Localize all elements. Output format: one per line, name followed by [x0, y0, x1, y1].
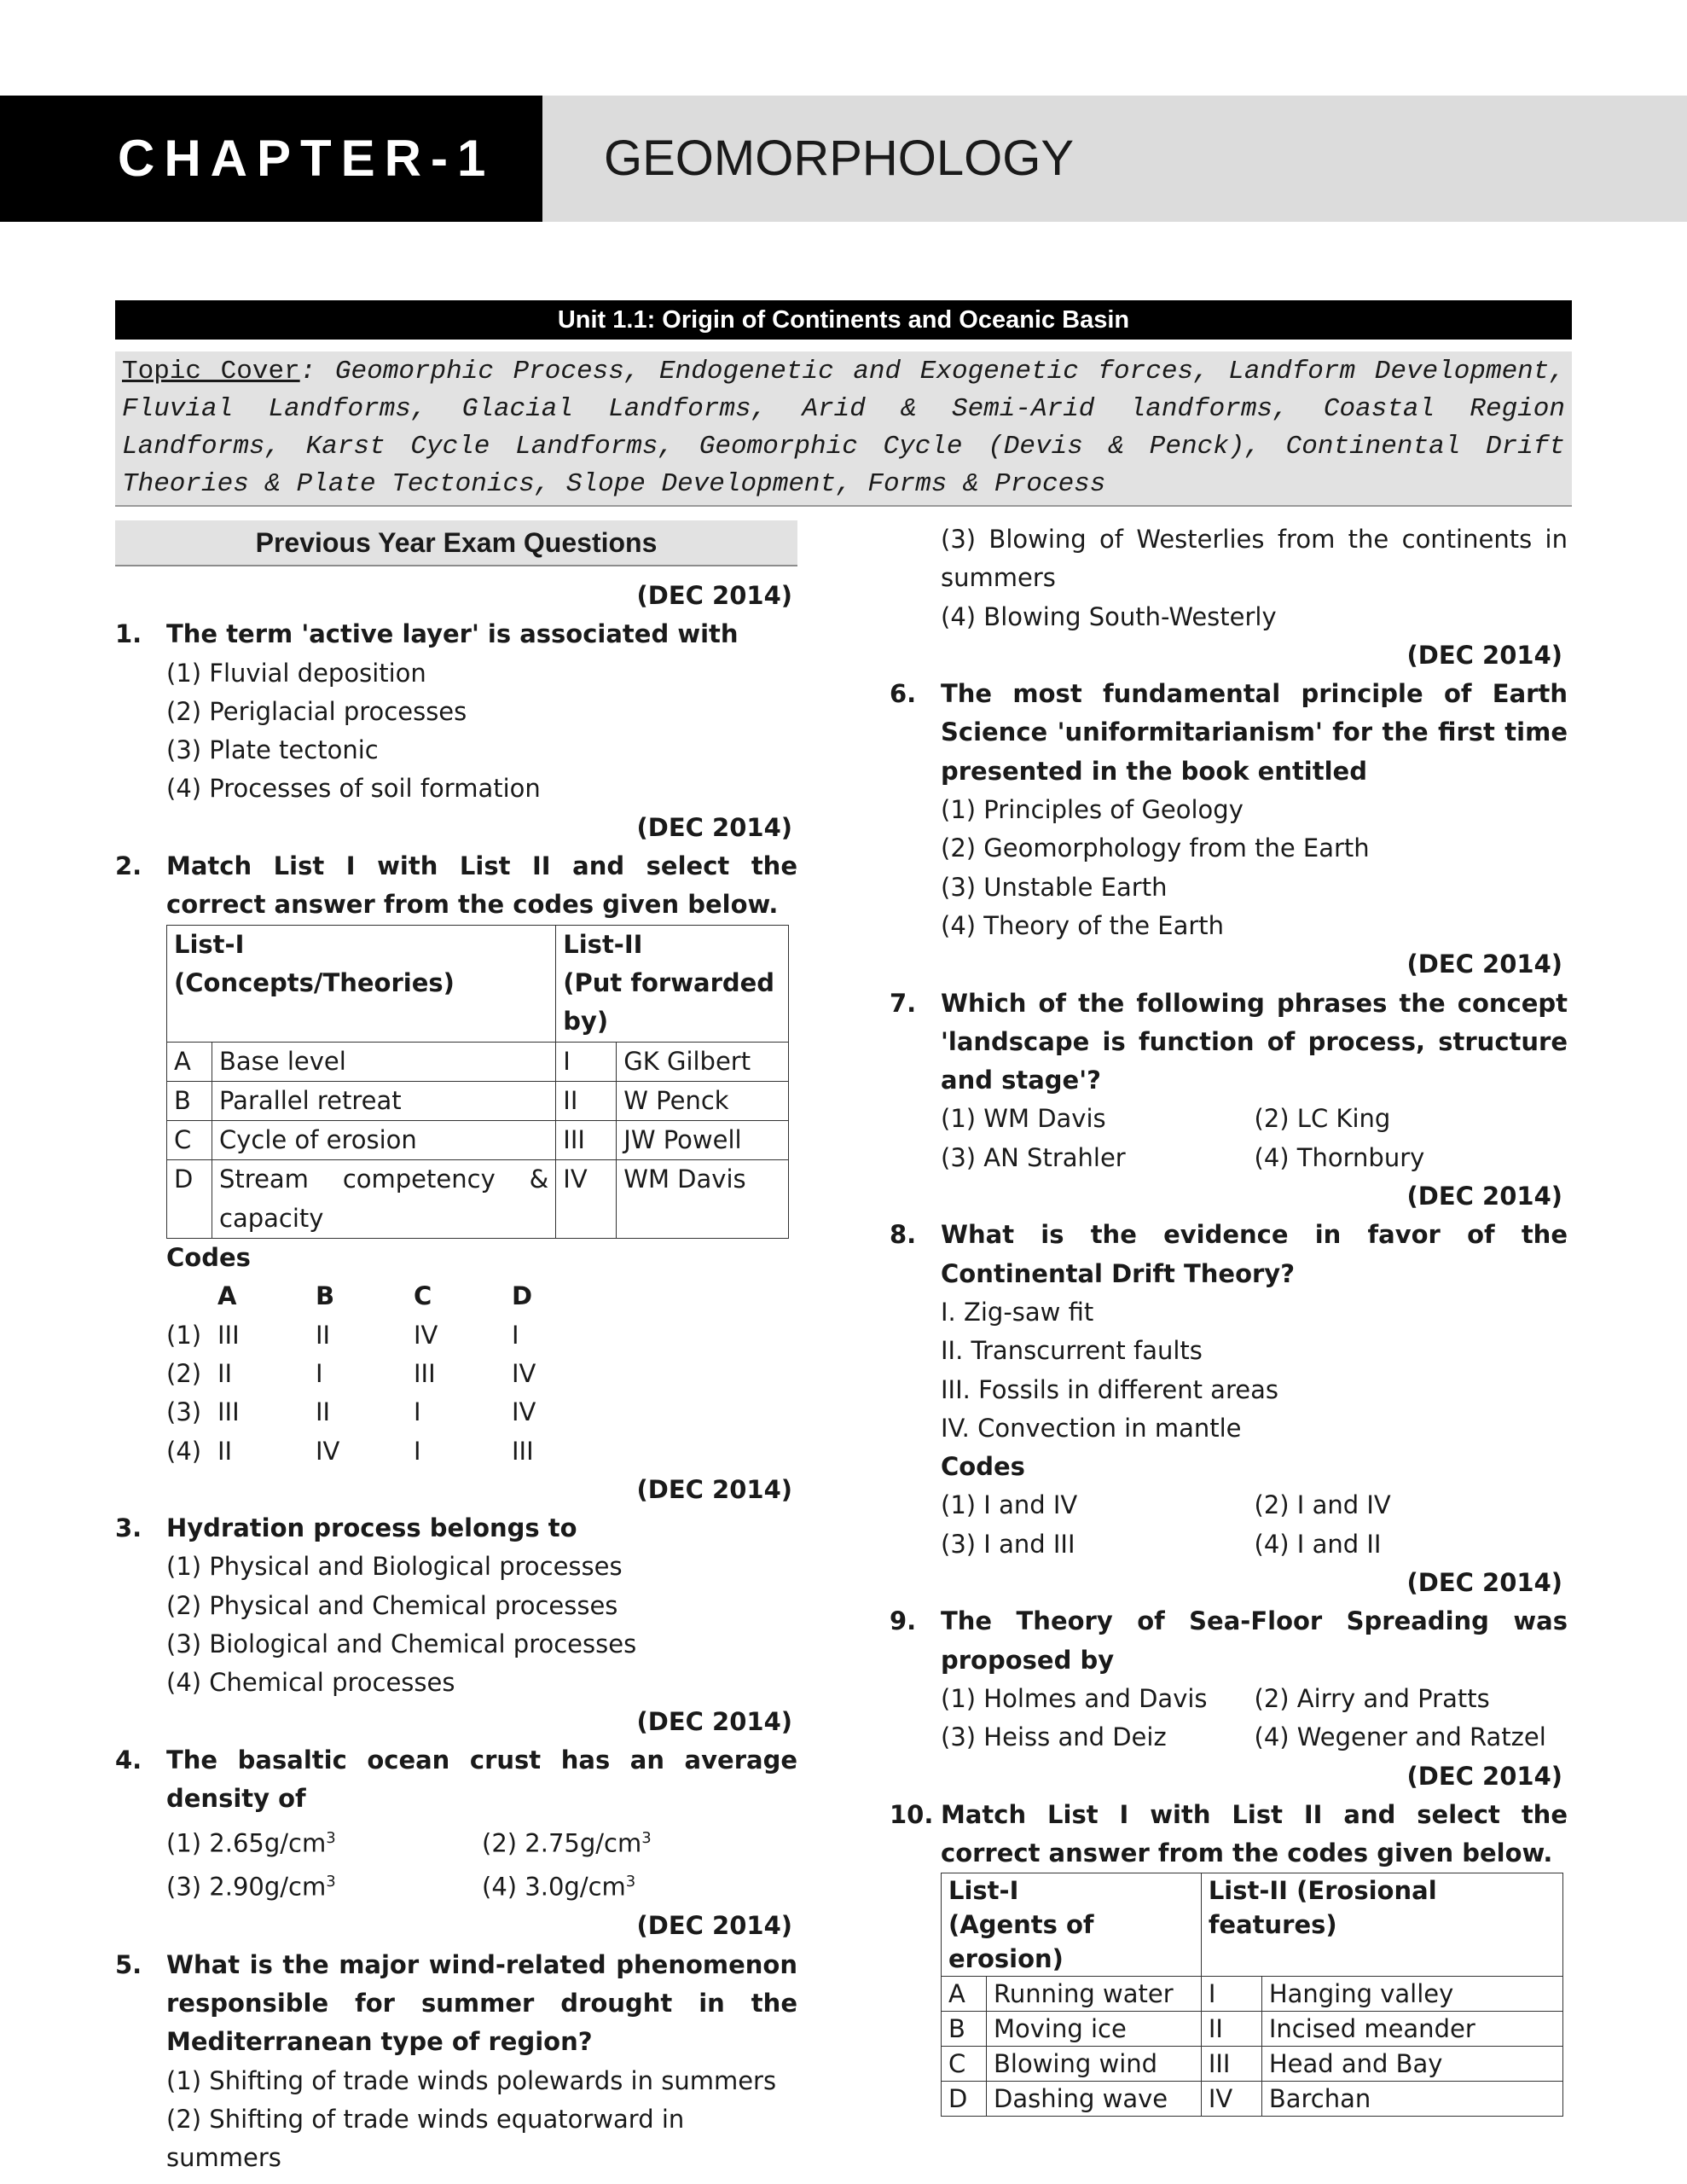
option: (3) I and III — [941, 1529, 1075, 1559]
option: (1) Principles of Geology — [941, 795, 1244, 825]
question-3 — [115, 1509, 797, 1548]
topic-cover-label: Topic Cover — [122, 357, 300, 386]
codes-cell: I — [414, 1397, 421, 1427]
question-10 — [890, 1796, 1568, 1873]
option: (4) Blowing South-Westerly — [941, 601, 1277, 631]
table-header-cell — [556, 925, 789, 1042]
question-1 — [115, 615, 797, 653]
codes-cell: I — [316, 1358, 323, 1388]
topic-cover-text: : Geomorphic Process, Endogenetic and Exogenetic forces, Landform Development, Fluvial Landforms, Glacial Landforms, Arid & Semi-Arid landforms, Coastal Region Landforms, Karst Cycle Landforms, Geomorphic Cycle (Devis & Penck), Continental Drift Theories & Plate Tectonics, Slope Development, Forms & Process — [122, 357, 1565, 499]
codes-cell: (1) — [166, 1320, 202, 1350]
codes-cell: IV — [512, 1397, 536, 1427]
statement: I. Zig-saw fit — [941, 1297, 1094, 1327]
table-cell: II — [556, 1081, 617, 1120]
table-cell: B — [167, 1081, 212, 1120]
option: (4) Processes of soil formation — [166, 774, 541, 804]
table-cell: III — [1201, 2047, 1261, 2082]
list1-sub: (Agents of erosion) — [948, 1910, 1094, 1974]
table-cell: I — [556, 1042, 617, 1081]
option: (2) I and IV — [1254, 1490, 1391, 1520]
option: (3) Heiss and Deiz — [941, 1722, 1167, 1752]
unit-title: Unit 1.1: Origin of Continents and Oceanic Basin — [115, 300, 1572, 340]
question-text: What is the major wind-related phenomenon responsible for summer drought in the Mediterranean type of region? — [166, 1949, 797, 2057]
table-cell: Blowing wind — [987, 2047, 1202, 2082]
option-text: (3) 2.90g/cm — [166, 1873, 327, 1902]
option: (4) Theory of the Earth — [941, 910, 1225, 940]
codes-cell: III — [217, 1320, 240, 1350]
table-cell: Cycle of erosion — [212, 1121, 556, 1160]
option: (4) I and II — [1254, 1529, 1382, 1559]
statement: II. Transcurrent faults — [941, 1336, 1203, 1366]
option: (1) Fluvial deposition — [166, 658, 426, 688]
superscript: 3 — [326, 1873, 336, 1891]
question-number: 10. — [890, 1799, 934, 1829]
chapter-title: GEOMORPHOLOGY — [604, 131, 1075, 186]
option-row — [115, 1862, 797, 1907]
table-row — [942, 2047, 1563, 2082]
question-number: 6. — [890, 679, 917, 709]
table-cell: Parallel retreat — [212, 1081, 556, 1120]
question-number: 5. — [115, 1949, 142, 1979]
option: (2) Airry and Pratts — [1254, 1683, 1490, 1713]
option: (3) Plate tectonic — [166, 735, 379, 765]
option: (3) Blowing of Westerlies from the continents in summers — [941, 525, 1568, 593]
table-row — [942, 2012, 1563, 2047]
option — [482, 1819, 797, 1863]
option: (3) AN Strahler — [941, 1142, 1126, 1172]
left-column — [115, 520, 797, 2177]
table-header-cell — [167, 925, 556, 1042]
codes-cell: IV — [316, 1436, 340, 1466]
table-cell: III — [556, 1121, 617, 1160]
codes-row — [166, 1355, 797, 1393]
option-text: (1) 2.65g/cm — [166, 1828, 327, 1858]
table-row — [167, 1081, 789, 1120]
codes-row — [166, 1393, 797, 1432]
question-text: Which of the following phrases the concept 'landscape is function of process, structure and stage'? — [941, 988, 1568, 1095]
option — [166, 1819, 482, 1863]
codes-row — [166, 1432, 797, 1471]
codes-cell: II — [217, 1436, 233, 1466]
question-text: Hydration process belongs to — [166, 1513, 577, 1543]
table-cell: JW Powell — [617, 1121, 789, 1160]
codes-cell: III — [217, 1397, 240, 1427]
year-tag: (DEC 2014) — [1406, 1182, 1562, 1211]
year-tag: (DEC 2014) — [1406, 950, 1562, 979]
option-row — [890, 1525, 1568, 1564]
year-tag: (DEC 2014) — [1406, 1568, 1562, 1598]
question-text: The term 'active layer' is associated with — [166, 619, 739, 649]
codes-cell: I — [512, 1320, 519, 1350]
option-row — [890, 1718, 1568, 1757]
option: (1) Holmes and Davis — [941, 1683, 1208, 1713]
question-number: 3. — [115, 1513, 142, 1543]
table-cell: W Penck — [617, 1081, 789, 1120]
table-cell: A — [167, 1042, 212, 1081]
match-table — [166, 925, 789, 1239]
table-cell: Running water — [987, 1977, 1202, 2012]
codes-cell: A — [217, 1281, 237, 1311]
table-cell: Head and Bay — [1261, 2047, 1562, 2082]
table-row — [167, 1042, 789, 1081]
codes-cell — [166, 1277, 217, 1316]
pyq-heading: Previous Year Exam Questions — [115, 520, 797, 566]
table-cell: Moving ice — [987, 2012, 1202, 2047]
year-tag: (DEC 2014) — [636, 1474, 792, 1504]
table-cell: IV — [1201, 2082, 1261, 2117]
question-8 — [890, 1216, 1568, 1293]
list1-head: List-I — [174, 929, 245, 959]
table-cell: GK Gilbert — [617, 1042, 789, 1081]
chapter-label: CHAPTER-1 — [0, 96, 542, 222]
table-cell: B — [942, 2012, 987, 2047]
codes-cell: D — [512, 1281, 533, 1311]
question-number: 2. — [115, 851, 142, 881]
list2-sub: (Put forwarded by) — [563, 967, 775, 1037]
table-cell: C — [942, 2047, 987, 2082]
year-tag: (DEC 2014) — [1406, 640, 1562, 670]
codes-cell: I — [414, 1436, 421, 1466]
list1-head: List-I — [948, 1876, 1019, 1906]
match-table — [941, 1873, 1563, 2117]
question-text: The basaltic ocean crust has an average density of — [166, 1745, 797, 1814]
option-text: (2) 2.75g/cm — [482, 1828, 642, 1858]
right-column — [890, 520, 1568, 2117]
question-4 — [115, 1741, 797, 1819]
table-cell: II — [1201, 2012, 1261, 2047]
table-header-row — [167, 925, 789, 1042]
option: (3) Biological and Chemical processes — [166, 1629, 637, 1659]
table-cell: Incised meander — [1261, 2012, 1562, 2047]
year-tag: (DEC 2014) — [636, 812, 792, 842]
option: (4) Chemical processes — [166, 1668, 455, 1698]
option: (2) Physical and Chemical processes — [166, 1590, 618, 1620]
codes-label: Codes — [166, 1243, 251, 1273]
question-text: The Theory of Sea-Floor Spreading was proposed by — [941, 1606, 1568, 1675]
option: (1) Shifting of trade winds polewards in summers — [166, 2065, 777, 2095]
statement: IV. Convection in mantle — [941, 1413, 1242, 1443]
codes-cell: (4) — [166, 1436, 202, 1466]
question-2 — [115, 847, 797, 925]
question-text: What is the evidence in favor of the Continental Drift Theory? — [941, 1220, 1568, 1288]
year-tag: (DEC 2014) — [636, 581, 792, 610]
option — [166, 1862, 482, 1907]
option: (2) LC King — [1254, 1104, 1391, 1134]
question-text: Match List I with List II and select the correct answer from the codes given below. — [941, 1799, 1568, 1868]
table-cell: Hanging valley — [1261, 1977, 1562, 2012]
codes-cell: (2) — [166, 1358, 202, 1388]
codes-cell: C — [414, 1281, 432, 1311]
list2-head: List-II — [563, 929, 643, 959]
option — [482, 1862, 797, 1907]
superscript: 3 — [326, 1828, 336, 1847]
table-header-cell — [1201, 1873, 1562, 1977]
table-row — [167, 1121, 789, 1160]
codes-cell: (3) — [166, 1397, 202, 1427]
table-cell: D — [942, 2082, 987, 2117]
table-cell: Stream competency & capacity — [212, 1160, 556, 1239]
codes-cell: B — [316, 1281, 335, 1311]
table-row — [942, 2082, 1563, 2117]
option: (1) I and IV — [941, 1490, 1078, 1520]
question-number: 4. — [115, 1745, 142, 1774]
table-cell: IV — [556, 1160, 617, 1239]
option: (1) WM Davis — [941, 1104, 1106, 1134]
question-text: Match List I with List II and select the correct answer from the codes given below. — [166, 851, 797, 920]
codes-cell: III — [512, 1436, 534, 1466]
codes-cell: II — [316, 1397, 331, 1427]
codes-row — [166, 1316, 797, 1355]
option: (2) Geomorphology from the Earth — [941, 834, 1370, 863]
codes-cell: IV — [414, 1320, 438, 1350]
option-row — [890, 1139, 1568, 1177]
codes-header-row — [166, 1277, 797, 1316]
table-cell: A — [942, 1977, 987, 2012]
option-row — [115, 1819, 797, 1863]
question-number: 7. — [890, 988, 917, 1018]
question-6 — [890, 675, 1568, 791]
year-tag: (DEC 2014) — [636, 1706, 792, 1736]
option-row — [890, 1680, 1568, 1718]
question-number: 8. — [890, 1220, 917, 1250]
table-row — [167, 1160, 789, 1239]
year-tag: (DEC 2014) — [636, 1911, 792, 1941]
superscript: 3 — [625, 1873, 636, 1891]
codes-cell: IV — [512, 1358, 536, 1388]
table-cell: C — [167, 1121, 212, 1160]
table-header-cell — [942, 1873, 1202, 1977]
option: (2) Shifting of trade winds equatorward in summers — [166, 2104, 685, 2173]
statement: III. Fossils in different areas — [941, 1374, 1278, 1404]
table-cell: WM Davis — [617, 1160, 789, 1239]
table-cell: D — [167, 1160, 212, 1239]
codes-cell: II — [316, 1320, 331, 1350]
table-header-row — [942, 1873, 1563, 1977]
codes-label: Codes — [941, 1452, 1025, 1482]
codes-block — [166, 1239, 797, 1471]
option: (1) Physical and Biological processes — [166, 1552, 623, 1582]
list1-sub: (Concepts/Theories) — [174, 967, 455, 997]
question-number: 1. — [115, 619, 142, 649]
option: (2) Periglacial processes — [166, 696, 467, 726]
question-9 — [890, 1602, 1568, 1680]
option: (4) Wegener and Ratzel — [1254, 1722, 1546, 1752]
year-tag: (DEC 2014) — [1406, 1761, 1562, 1791]
codes-cell: III — [414, 1358, 436, 1388]
superscript: 3 — [641, 1828, 652, 1847]
topic-cover — [115, 351, 1572, 507]
option: (3) Unstable Earth — [941, 872, 1168, 902]
question-7 — [890, 985, 1568, 1101]
question-number: 9. — [890, 1606, 917, 1636]
table-cell: Dashing wave — [987, 2082, 1202, 2117]
table-row — [942, 1977, 1563, 2012]
option-text: (4) 3.0g/cm — [482, 1873, 626, 1902]
list2-head: List-II (Erosional features) — [1208, 1876, 1437, 1940]
table-cell: I — [1201, 1977, 1261, 2012]
table-cell: Base level — [212, 1042, 556, 1081]
question-text: The most fundamental principle of Earth Science 'uniformitarianism' for the first time presented in the book entitled — [941, 679, 1568, 786]
option-row — [890, 1100, 1568, 1138]
option-row — [890, 1486, 1568, 1525]
table-cell: Barchan — [1261, 2082, 1562, 2117]
codes-cell: II — [217, 1358, 233, 1388]
option: (4) Thornbury — [1254, 1142, 1425, 1172]
question-5 — [115, 1946, 797, 2062]
